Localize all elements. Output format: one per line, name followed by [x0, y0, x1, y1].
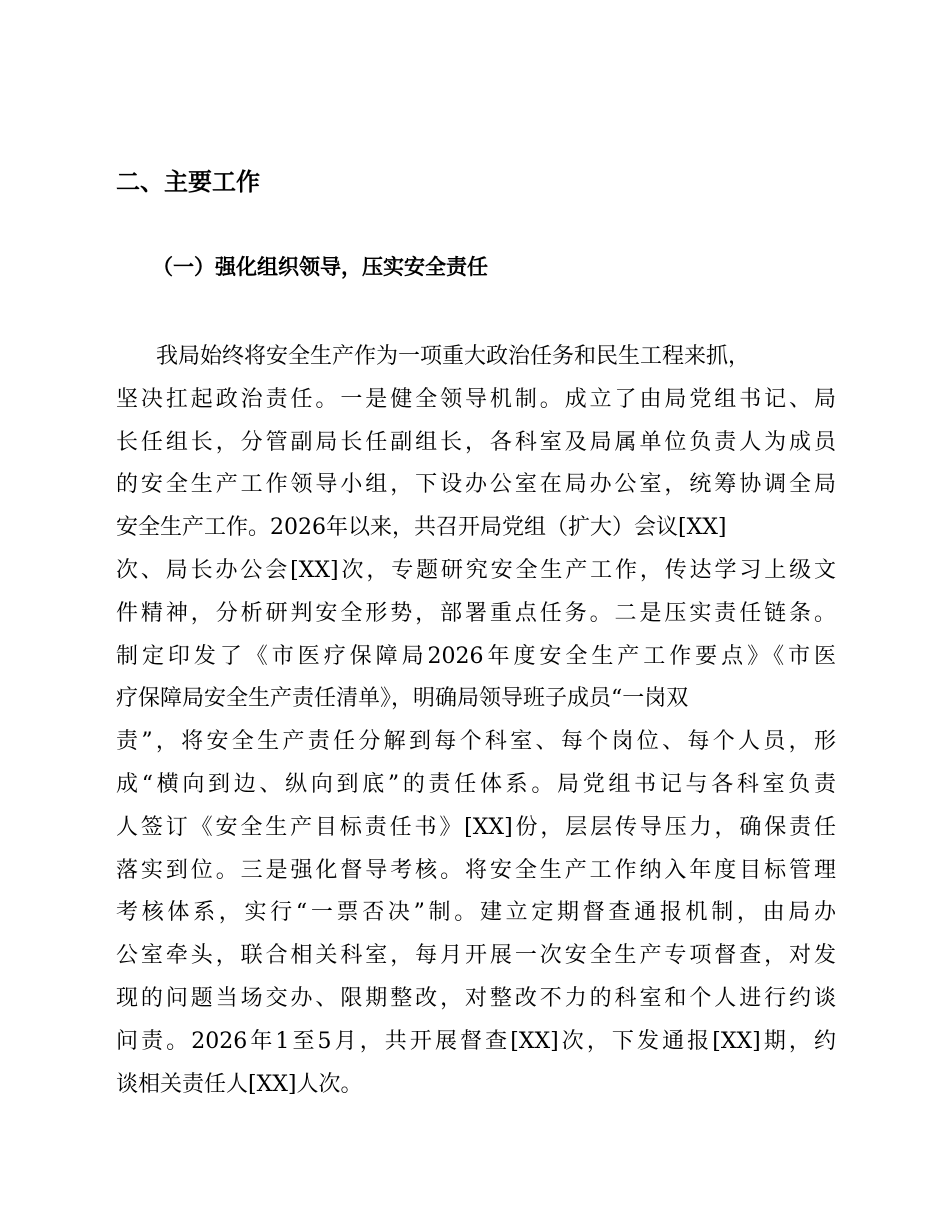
section-heading: 二、主要工作: [116, 168, 260, 196]
paragraph-line: 责”，将安全生产责任分解到每个科室、每个岗位、每个人员，形: [116, 729, 836, 755]
paragraph-line: 的安全生产工作领导小组，下设办公室在局办公室，统筹协调全局: [116, 472, 836, 498]
paragraph-line: 现的问题当场交办、限期整改，对整改不力的科室和个人进行约谈: [116, 985, 836, 1011]
paragraph-line: 安全生产工作。2026年以来，共召开局党组（扩大）会议[XX]: [116, 515, 727, 541]
paragraph-line: 成“横向到边、纵向到底”的责任体系。局党组书记与各科室负责: [116, 771, 836, 797]
paragraph-line: 落实到位。三是强化督导考核。将安全生产工作纳入年度目标管理: [116, 857, 836, 883]
paragraph-line: 件精神，分析研判安全形势，部署重点任务。二是压实责任链条。: [116, 600, 836, 626]
paragraph-line: 制定印发了《市医疗保障局2026年度安全生产工作要点》《市医: [116, 643, 836, 669]
paragraph-line: 考核体系，实行“一票否决”制。建立定期督查通报机制，由局办: [116, 900, 836, 926]
paragraph-line: 次、局长办公会[XX]次，专题研究安全生产工作，传达学习上级文: [116, 557, 836, 583]
paragraph-line: 问责。2026年1至5月，共开展督查[XX]次，下发通报[XX]期，约: [116, 1028, 836, 1054]
paragraph-line: 长任组长，分管副局长任副组长，各科室及局属单位负责人为成员: [116, 429, 836, 455]
paragraph-line: 人签订《安全生产目标责任书》[XX]份，层层传导压力，确保责任: [116, 814, 836, 840]
sub-heading: （一）强化组织领导，压实安全责任: [152, 255, 488, 279]
body-paragraph: [116, 336, 836, 1106]
paragraph-line: 坚决扛起政治责任。一是健全领导机制。成立了由局党组书记、局: [116, 386, 836, 412]
paragraph-line: 公室牵头，联合相关科室，每月开展一次安全生产专项督查，对发: [116, 943, 836, 969]
paragraph-line: 疗保障局安全生产责任清单》，明确局领导班子成员“一岗双: [116, 686, 689, 712]
paragraph-line: 谈相关责任人[XX]人次。: [116, 1071, 363, 1097]
paragraph-line: 我局始终将安全生产作为一项重大政治任务和民生工程来抓，: [156, 344, 751, 369]
